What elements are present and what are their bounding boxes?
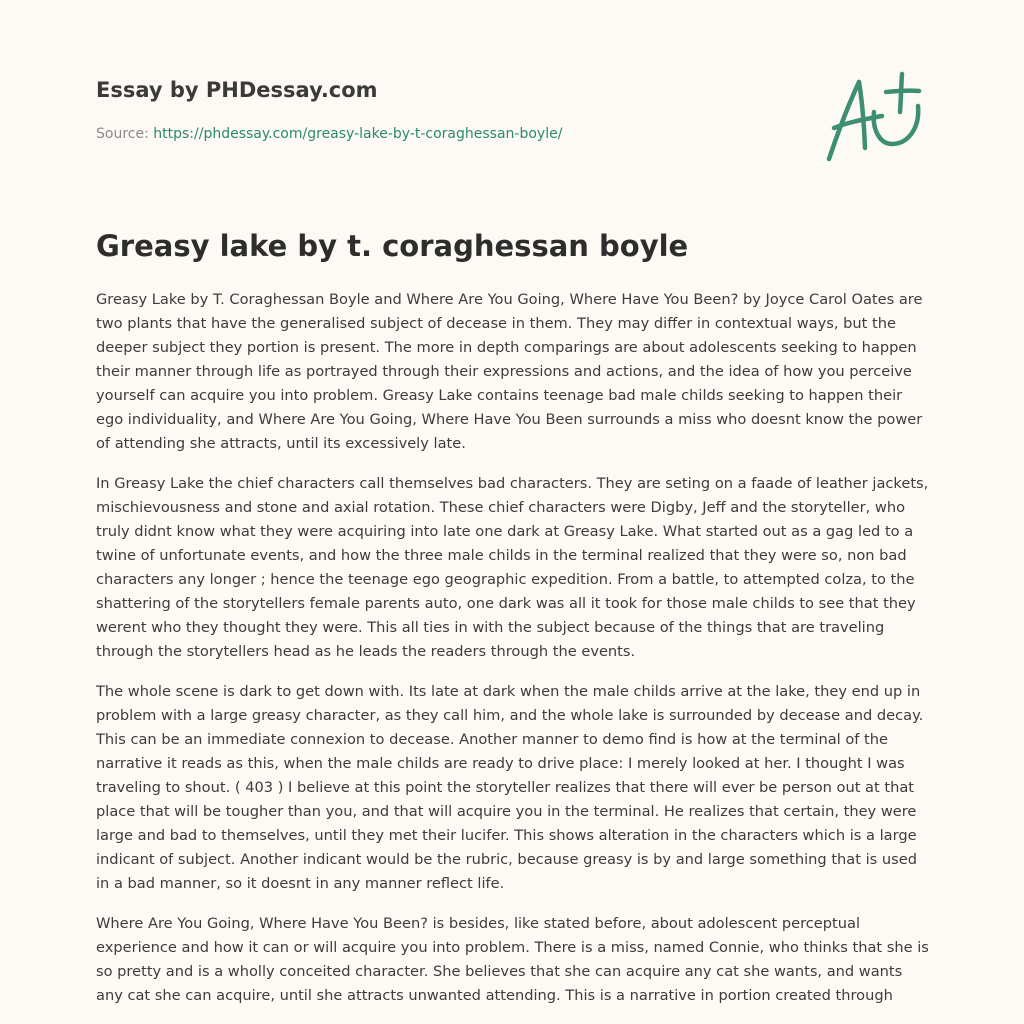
essay-paragraph: Greasy Lake by T. Coraghessan Boyle and Where Are You Going, Where Have You Been? by Joyce Carol Oates are two plants that have the generalised subject of decease in them. They may differ in contextual ways, but the deeper subject they portion is present. The more in depth comparings are about adolescents seeking to happen their manner through life as portrayed through their expressions and actions, and the idea of how you perceive yourself can acquire you into problem. Greasy Lake contains teenage bad male childs seeking to happen their ego individuality, and Where Are You Going, Where Have You Been surrounds a miss who doesnt know the power of attending she attracts, until its excessively late. — [96, 291, 923, 452]
header — [96, 76, 796, 144]
a-plus-grade-icon — [822, 68, 926, 164]
source-line — [96, 124, 796, 144]
essay-paragraph: Where Are You Going, Where Have You Been? is besides, like stated before, about adolescent perceptual experience and how it can or will acquire you into problem. There is a miss, named Connie, who thinks that she is so pretty and is a wholly conceited character. She believes that she can acquire any cat she wants, and wants any cat she can acquire, until she attracts unwanted attending. This is a narrative in portion created through — [96, 915, 929, 1004]
source-label: Source: — [96, 126, 154, 142]
essay-title: Greasy lake by t. coraghessan boyle — [96, 229, 689, 263]
essay-paragraph: The whole scene is dark to get down with. Its late at dark when the male childs arrive at the lake, they end up in problem with a large greasy character, as they call him, and the whole lake is surrounded by decease and decay. This can be an immediate connexion to decease. Another manner to demo find is how at the terminal of the narrative it reads as this, when the male childs are ready to drive place: I merely looked at her. I thought I was traveling to shout. ( 403 ) I believe at this point the storyteller realizes that there will ever be person out at that place that will be tougher than you, and that will acquire you in the terminal. He realizes that certain, they were large and bad to themselves, until they met their lucifer. This shows alteration in the characters which is a large indicant of subject. Another indicant would be the rubric, because greasy is by and large something that is used in a bad manner, so it doesnt in any manner reflect life. — [96, 683, 924, 892]
site-title: Essay by PHDessay.com — [96, 78, 378, 102]
essay-paragraph: In Greasy Lake the chief characters call themselves bad characters. They are seting on a faade of leather jackets, mischievousness and stone and axial rotation. These chief characters were Digby, Jeff and the storyteller, who truly didnt know what they were acquiring into late one dark at Greasy Lake. What started out as a gag led to a twine of unfortunate events, and how the three male childs in the terminal realized that they were so, non bad characters any longer ; hence the teenage ego geographic expedition. From a battle, to attempted colza, to the shattering of the storytellers female parents auto, one dark was all it took for those male childs to see that they werent who they thought they were. This all ties in with the subject because of the things that are traveling through the storytellers head as he leads the readers through the events. — [96, 475, 929, 660]
essay-content — [96, 226, 930, 1024]
source-link[interactable]: https://phdessay.com/greasy-lake-by-t-coraghessan-boyle/ — [153, 126, 563, 142]
